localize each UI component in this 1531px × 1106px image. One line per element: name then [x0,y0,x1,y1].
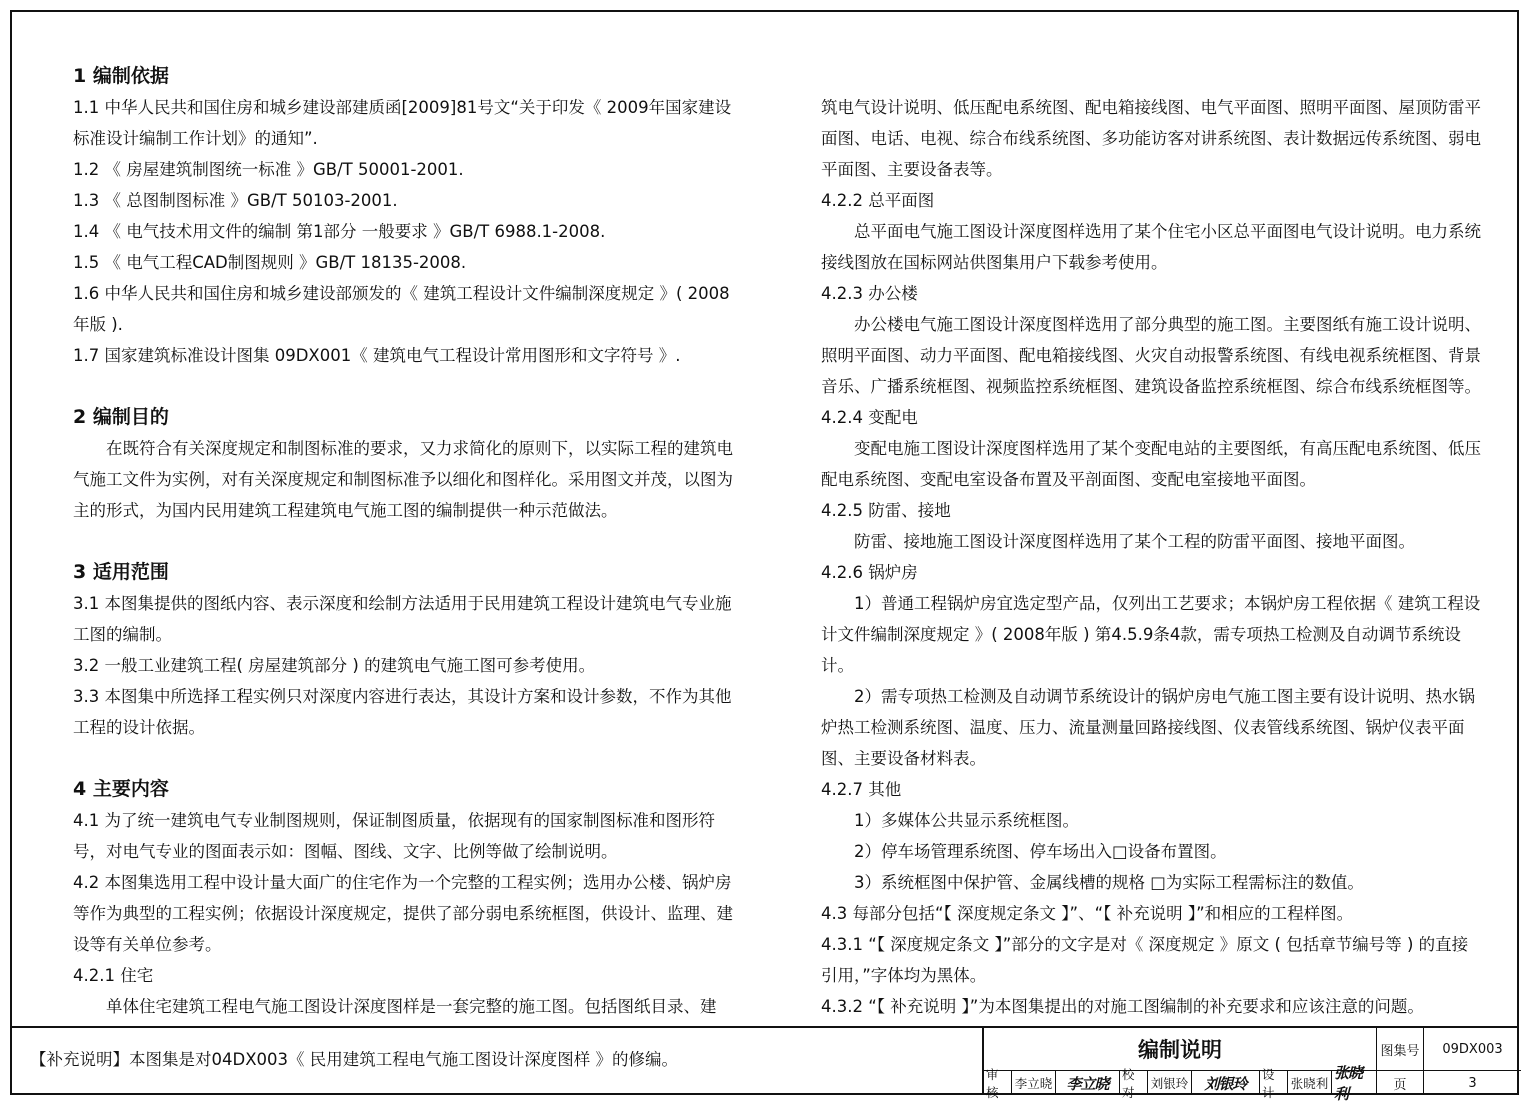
signature-row [984,1064,1377,1103]
check-label: 校对 [1120,1071,1148,1095]
item-4-3: 4.3 每部分包括“【 深度规定条文 】”、“【 补充说明 】”和相应的工程样图。 [821,904,1354,923]
page-number: 3 [1468,1075,1477,1091]
page-label: 页 [1377,1071,1424,1095]
item-1-2: 1.2 《 房屋建筑制图统一标准 》GB/T 50001-2001. [73,160,464,179]
section-1-title: 1 编制依据 [73,65,169,87]
atlas-label: 图集号 [1377,1028,1424,1071]
item-4-2-2-text: 总平面电气施工图设计深度图样选用了某个住宅小区总平面图电气设计说明。电力系统接线图放在国标网站供图集用户下载参考使用。 [821,222,1481,272]
atlas-number: 09DX003 [1424,1028,1521,1071]
reviewer-name: 李立晓 [1012,1071,1056,1095]
item-4-3-1: 4.3.1 “【 深度规定条文 】”部分的文字是对《 深度规定 》原文 ( 包括章节编号等 ) 的直接引用，”字体均为黑体。 [821,935,1469,985]
title-block [982,1028,1519,1103]
item-4-2-1-title: 4.2.1 住宅 [73,966,154,985]
item-4-2-7-p2: 2）停车场管理系统图、停车场出入□设备布置图。 [854,842,1227,861]
right-column [821,92,1481,1022]
item-4-2-3-text: 办公楼电气施工图设计深度图样选用了部分典型的施工图。主要图纸有施工设计说明、照明平面图、动力平面图、配电箱接线图、火灾自动报警系统图、有线电视系统框图、背景音乐、广播系统框图、视频监控系统框图、建筑设备监控系统框图、综合布线系统框图等。 [821,315,1481,396]
checker-signature: 刘银玲 [1192,1071,1260,1095]
item-4-1: 4.1 为了统一建筑电气专业制图规则，保证制图质量，依据现有的国家制图标准和图形符号，对电气专业的图面表示如：图幅、图线、文字、比例等做了绘制说明。 [73,811,715,861]
section-3-title: 3 适用范围 [73,561,169,583]
item-4-3-2: 4.3.2 “【 补充说明 】”为本图集提出的对施工图编制的补充要求和应该注意的问题。 [821,997,1424,1016]
item-4-2-4-title: 4.2.4 变配电 [821,408,918,427]
item-1-5: 1.5 《 电气工程CAD制图规则 》GB/T 18135-2008. [73,253,467,272]
item-4-2-1-text: 单体住宅建筑工程电气施工图设计深度图样是一套完整的施工图。包括图纸目录、建 [106,997,717,1016]
checker-name: 刘银玲 [1148,1071,1192,1095]
item-1-4: 1.4 《 电气技术用文件的编制 第1部分 一般要求 》GB/T 6988.1-2008. [73,222,606,241]
item-4-2-7-p3: 3）系统框图中保护管、金属线槽的规格 □为实际工程需标注的数值。 [854,873,1364,892]
item-4-2-6-title: 4.2.6 锅炉房 [821,563,918,582]
item-3-2: 3.2 一般工业建筑工程( 房屋建筑部分 ) 的建筑电气施工图可参考使用。 [73,656,596,675]
section-2-text: 在既符合有关深度规定和制图标准的要求，又力求简化的原则下，以实际工程的建筑电气施工文件为实例，对有关深度规定和制图标准予以细化和图样化。采用图文并茂，以图为主的形式，为国内民用建筑工程建筑电气施工图的编制提供一种示范做法。 [73,439,733,520]
item-4-2-3-title: 4.2.3 办公楼 [821,284,918,303]
footer-bar [10,1026,1519,1103]
item-1-3: 1.3 《 总图制图标准 》GB/T 50103-2001. [73,191,398,210]
reviewer-signature: 李立晓 [1056,1071,1120,1095]
item-4-2-4-text: 变配电施工图设计深度图样选用了某个变配电站的主要图纸，有高压配电系统图、低压配电系统图、变配电室设备布置及平剖面图、变配电室接地平面图。 [821,439,1481,489]
left-column [73,61,733,1022]
item-1-7: 1.7 国家建筑标准设计图集 09DX001《 建筑电气工程设计常用图形和文字符号 》. [73,346,681,365]
item-4-2-7-title: 4.2.7 其他 [821,780,902,799]
designer-signature: 张晓利 [1334,1064,1363,1103]
item-4-2-1-continued: 筑电气设计说明、低压配电系统图、配电箱接线图、电气平面图、照明平面图、屋顶防雷平面图、电话、电视、综合布线系统图、多功能访客对讲系统图、表计数据远传系统图、弱电平面图、主要设备表等。 [821,98,1481,179]
design-label: 设计 [1260,1071,1288,1095]
supplementary-note: 【补充说明】本图集是对04DX003《 民用建筑工程电气施工图设计深度图样 》的修编。 [30,1050,678,1069]
section-2-title: 2 编制目的 [73,406,169,428]
item-4-2-6-p1: 1）普通工程锅炉房宜选定型产品，仅列出工艺要求；本锅炉房工程依据《 建筑工程设计文件编制深度规定 》( 2008年版 ) 第4.5.9条4款，需专项热工检测及自动调节系统设计。 [821,594,1481,675]
review-label: 审核 [984,1071,1012,1095]
item-4-2-5-title: 4.2.5 防雷、接地 [821,501,951,520]
item-3-3: 3.3 本图集中所选择工程实例只对深度内容进行表达，其设计方案和设计参数，不作为其他工程的设计依据。 [73,687,732,737]
designer-name: 张晓利 [1288,1071,1332,1095]
item-4-2-2-title: 4.2.2 总平面图 [821,191,935,210]
section-4-title: 4 主要内容 [73,778,169,800]
item-4-2-5-text: 防雷、接地施工图设计深度图样选用了某个工程的防雷平面图、接地平面图。 [854,532,1415,551]
item-1-6: 1.6 中华人民共和国住房和城乡建设部颁发的《 建筑工程设计文件编制深度规定 》( 2008年版 ). [73,284,730,334]
item-1-1: 1.1 中华人民共和国住房和城乡建设部建质函[2009]81号文“关于印发《 2009年国家建设标准设计编制工作计划》的通知”. [73,98,732,148]
item-4-2-7-p1: 1）多媒体公共显示系统框图。 [854,811,1079,830]
item-4-2: 4.2 本图集选用工程中设计量大面广的住宅作为一个完整的工程实例；选用办公楼、锅炉房等作为典型的工程实例；依据设计深度规定，提供了部分弱电系统框图，供设计、监理、建设等有关单位参考。 [73,873,733,954]
sheet-title: 编制说明 [984,1028,1377,1071]
item-3-1: 3.1 本图集提供的图纸内容、表示深度和绘制方法适用于民用建筑工程设计建筑电气专业施工图的编制。 [73,594,732,644]
item-4-2-6-p2: 2）需专项热工检测及自动调节系统设计的锅炉房电气施工图主要有设计说明、热水锅炉热工检测系统图、温度、压力、流量测量回路接线图、仪表管线系统图、锅炉仪表平面图、主要设备材料表。 [821,687,1475,768]
